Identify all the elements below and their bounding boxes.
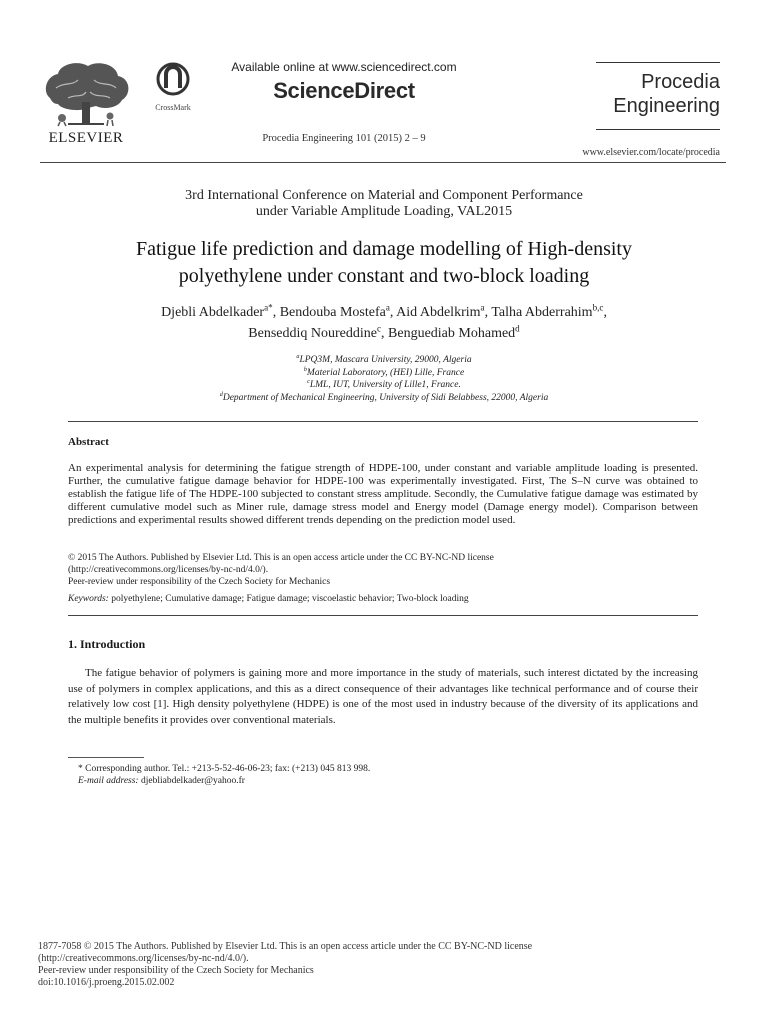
article-title	[60, 236, 708, 290]
abstract-rule-top	[68, 421, 698, 422]
email-label: E-mail address:	[78, 776, 139, 786]
keywords	[68, 594, 698, 604]
affiliation-text: LPQ3M, Mascara University, 29000, Algeria	[299, 355, 472, 365]
author-name: Djebli Abdelkader	[161, 305, 265, 320]
affiliation-sup: d	[219, 391, 223, 398]
author-sup: c	[376, 323, 382, 334]
footer-license-link[interactable]: (http://creativecommons.org/licenses/by-nc-nd/4.0/).	[38, 953, 249, 964]
author-name: Aid Abdelkrim	[396, 305, 481, 320]
author-name: Benguediab Mohamed	[388, 326, 516, 341]
affiliation-sup: a	[296, 353, 300, 360]
author-list	[60, 302, 708, 344]
affiliations	[60, 354, 708, 404]
conference-name	[60, 188, 708, 220]
license-link[interactable]: (http://creativecommons.org/licenses/by-nc-nd/4.0/).	[68, 565, 269, 575]
elsevier-tree-icon	[38, 58, 134, 128]
author-name: Benseddiq Noureddine	[248, 326, 377, 341]
header-divider	[40, 162, 726, 163]
author-sup: a	[480, 302, 485, 313]
author-separator: ,	[603, 305, 607, 320]
page-footer	[38, 941, 698, 989]
abstract-rule-bottom	[68, 615, 698, 616]
corresponding-author-footnote: * Corresponding author. Tel.: +213-5-52-46-06-23; fax: (+213) 045 813 998.	[78, 764, 371, 774]
abstract-heading: Abstract	[68, 436, 109, 448]
copyright-line1: © 2015 The Authors. Published by Elsevier Ltd. This is an open access article under the CC BY-NC-ND license	[68, 553, 494, 563]
footnote-rule	[68, 757, 144, 758]
affiliation-sup: b	[303, 366, 307, 373]
introduction-body: The fatigue behavior of polymers is gaining more and more importance in the study of materials, such interest dictated by the increasing use of polymers in complex applications, and this as a direct consequence of their advantages like technical performance and of course their relatively low cost [1]. High density polyethylene (HDPE) is one of the most used in industry because of the diversity of its applications and the multiple benefits it provides over conventional materials.	[68, 667, 698, 726]
email-footnote	[78, 776, 245, 786]
affiliation-text: Material Laboratory, (HEI) Lille, France	[306, 367, 465, 378]
journal-title-line2: Engineering	[613, 95, 720, 117]
keywords-label: Keywords:	[68, 594, 109, 604]
article-title-line2: polyethylene under constant and two-block loading	[178, 265, 590, 287]
author-separator: ,	[272, 305, 280, 320]
author-sup: b,c	[592, 302, 604, 313]
peer-review-note: Peer-review under responsibility of the Czech Society for Mechanics	[68, 577, 331, 587]
journal-url[interactable]: www.elsevier.com/locate/procedia	[582, 147, 720, 158]
available-online-text[interactable]: Available online at www.sciencedirect.com	[231, 60, 457, 74]
author-separator: ,	[381, 326, 389, 341]
author-name: Talha Abderrahim	[491, 305, 593, 320]
publisher-name: ELSEVIER	[48, 130, 124, 146]
affiliation-text: LML, IUT, University of Lille1, France.	[309, 380, 461, 390]
affiliation-item	[60, 354, 708, 367]
keywords-list: polyethylene; Cumulative damage; Fatigue damage; viscoelastic behavior; Two-block loading	[111, 594, 469, 604]
journal-title-rule-bottom	[596, 129, 720, 130]
journal-title-rule-top	[596, 62, 720, 63]
affiliation-text: Department of Mechanical Engineering, University of Sidi Belabbess, 22000, Algeria	[222, 392, 549, 403]
author-name: Bendouba Mostefa	[279, 305, 386, 320]
conference-line2: under Variable Amplitude Loading, VAL2015	[255, 204, 513, 219]
crossmark-badge[interactable]	[150, 62, 196, 110]
author-separator: ,	[484, 305, 492, 320]
author-line1	[60, 302, 708, 323]
crossmark-icon	[156, 62, 190, 96]
crossmark-label: CrossMark	[155, 103, 191, 112]
affiliation-item	[60, 379, 708, 392]
affiliation-item	[60, 392, 708, 405]
author-separator: ,	[389, 305, 397, 320]
author-sup: d	[515, 323, 520, 334]
affiliation-sup: c	[307, 378, 310, 385]
section-heading-introduction: 1. Introduction	[68, 637, 146, 651]
article-title-line1: Fatigue life prediction and damage modelling of High-density	[136, 238, 632, 260]
footer-copyright: 1877-7058 © 2015 The Authors. Published by Elsevier Ltd. This is an open access article under the CC BY-NC-ND license	[38, 941, 533, 952]
affiliation-item	[60, 367, 708, 380]
conference-line1: 3rd International Conference on Material and Component Performance	[185, 188, 583, 203]
journal-reference: Procedia Engineering 101 (2015) 2 – 9	[262, 133, 426, 144]
sciencedirect-logo[interactable]: ScienceDirect	[273, 78, 415, 103]
author-sup: a	[385, 302, 390, 313]
elsevier-logo	[38, 58, 134, 150]
footer-peer-review: Peer-review under responsibility of the Czech Society for Mechanics	[38, 965, 314, 976]
author-line2	[60, 323, 708, 344]
journal-title	[596, 70, 720, 118]
footer-doi[interactable]: doi:10.1016/j.proeng.2015.02.002	[38, 977, 175, 988]
email-address[interactable]: djebliabdelkader@yahoo.fr	[140, 776, 245, 786]
abstract-body: An experimental analysis for determining the fatigue strength of HDPE-100, under constant and variable amplitude loading is presented. Further, the cumulative fatigue damage behavior for HDPE-100 was experimentally investigated. First, The S–N curve was obtained to establish the fatigue life of The HDPE-100 subjected to constant stress amplitude. Secondly, the Cumulative fatigue damage was estimated by different cumulative model such as Miner rule, damage stress model and Energy model (Damage energy model). Comparison between predictions and experimental results showed different trends depending on the prediction model used.	[68, 462, 698, 526]
abstract-copyright	[68, 552, 698, 588]
author-sup: a*	[264, 302, 273, 313]
journal-title-line1: Procedia	[641, 71, 720, 93]
